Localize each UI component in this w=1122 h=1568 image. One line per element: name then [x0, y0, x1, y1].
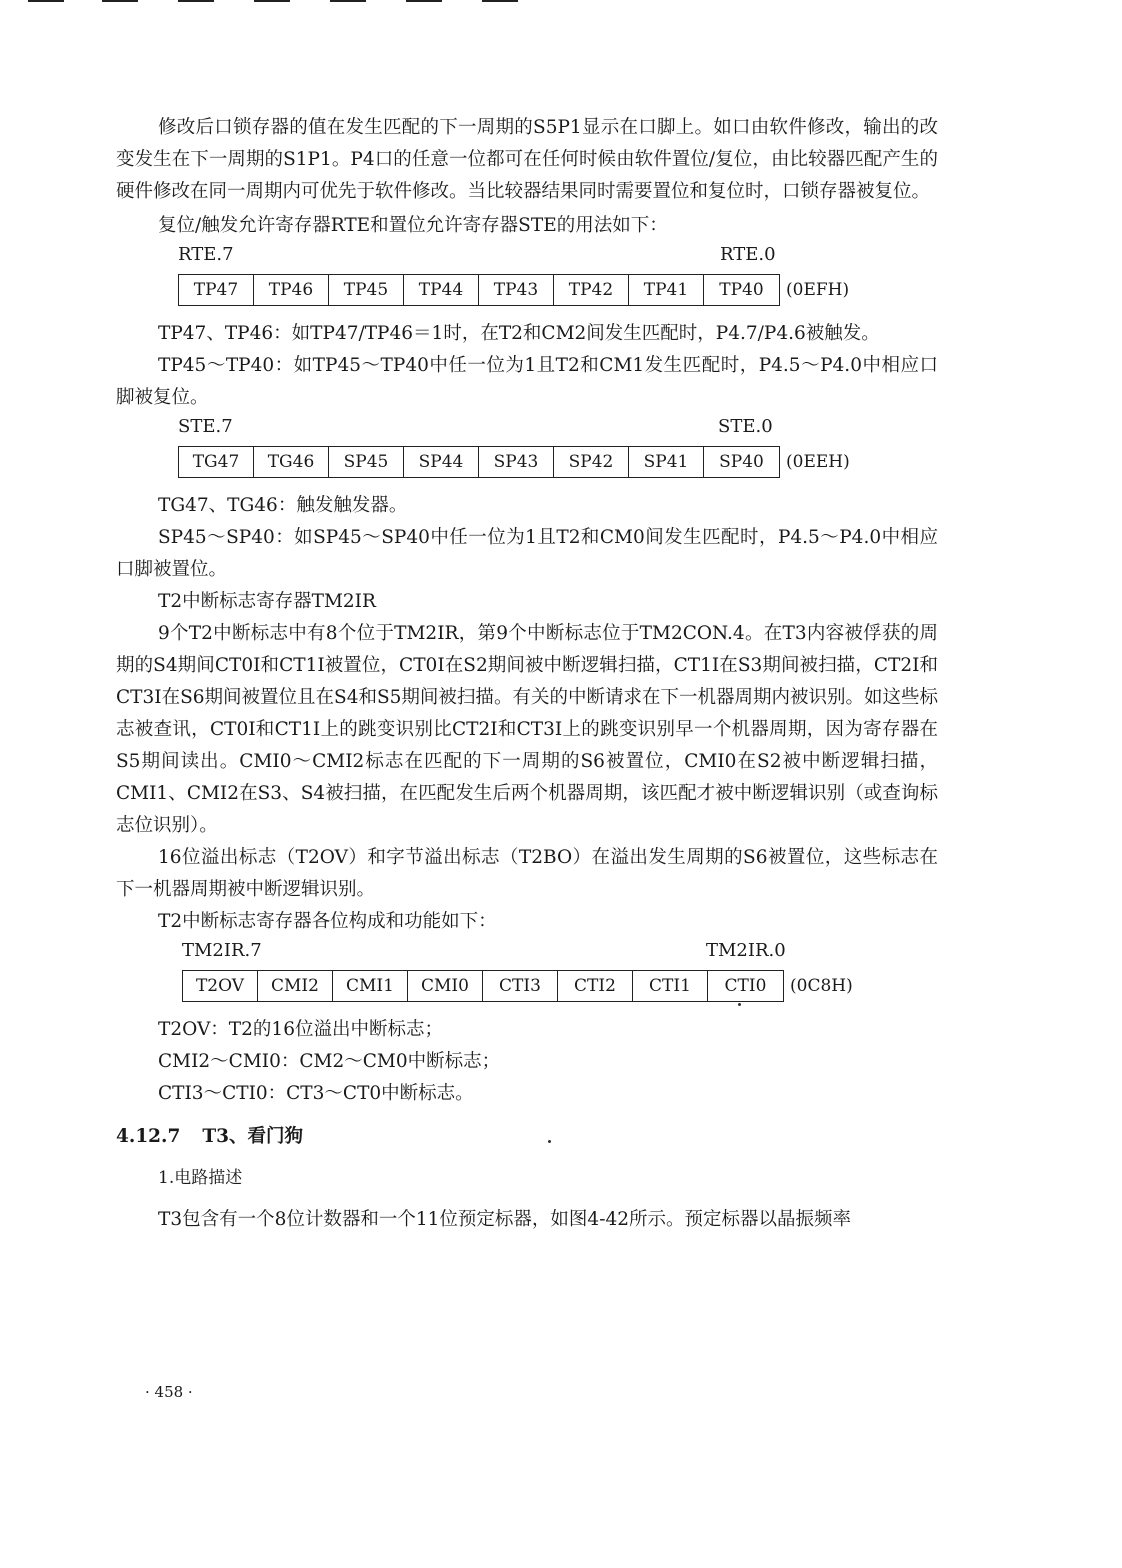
rte-address: (0EFH)	[786, 280, 850, 300]
register-bit: SP44	[404, 447, 479, 477]
paragraph-12: CMI2～CMI0：CM2～CM0中断标志；	[158, 1051, 501, 1072]
register-bit: TP41	[629, 275, 704, 305]
register-bit: CMI0	[408, 971, 483, 1001]
ste-high-bit-label: STE.7	[178, 416, 233, 437]
paragraph-4: TP45～TP40：如TP45～TP40中任一位为1且T2和CM1发生匹配时，P4.5～P4.0中相应口脚被复位。	[116, 355, 938, 408]
register-bit: TP47	[179, 275, 254, 305]
tm2ir-low-bit-label: TM2IR.0	[706, 940, 786, 961]
register-bit: TP46	[254, 275, 329, 305]
register-bit: TP42	[554, 275, 629, 305]
register-bit: SP45	[329, 447, 404, 477]
paragraph-7: T2中断标志寄存器TM2IR	[158, 591, 376, 612]
ste-low-bit-label: STE.0	[718, 416, 773, 437]
register-bit: CMI2	[258, 971, 333, 1001]
register-bit: SP42	[554, 447, 629, 477]
section-heading	[116, 1120, 938, 1154]
register-bit: TP43	[479, 275, 554, 305]
tm2ir-register	[116, 968, 938, 1004]
paragraph-8: 9个T2中断标志中有8个位于TM2IR，第9个中断标志位于TM2CON.4。在T3内容被俘获的周期的S4期间CT0I和CT1I被置位，CT0I在S2期间被中断逻辑扫描，CT1I在S3期间被扫描，CT2I和CT3I在S6期间被置位且在S4和S5期间被扫描。有关的中断请求在下一机器周期内被识别。如这些标志被查讯，CT0I和CT1I上的跳变识别比CT2I和CT3I上的跳变识别早一个机器周期，因为寄存器在S5期间读出。CMI0～CMI2标志在匹配的下一周期的S6被置位，CMI0在S2被中断逻辑扫描，CMI1、CMI2在S3、S4被扫描，在匹配发生后两个机器周期，该匹配才被中断逻辑识别（或查询标志位识别）。	[116, 623, 938, 836]
ste-register	[116, 444, 938, 480]
tm2ir-register-box	[182, 970, 784, 1002]
paragraph-11: T2OV：T2的16位溢出中断标志；	[158, 1019, 443, 1040]
rte-register-box	[178, 274, 780, 306]
paragraph-1: 修改后口锁存器的值在发生匹配的下一周期的S5P1显示在口脚上。如口由软件修改，输出的改变发生在下一周期的S1P1。P4口的任意一位都可在任何时候由软件置位/复位，由比较器匹配产生的硬件修改在同一周期内可优先于软件修改。当比较器结果同时需要置位和复位时，口锁存器被复位。	[116, 117, 938, 202]
register-bit: TP45	[329, 275, 404, 305]
paragraph-6: SP45～SP40：如SP45～SP40中任一位为1且T2和CM0间发生匹配时，P4.5～P4.0中相应口脚被置位。	[116, 527, 938, 580]
paragraph-5: TG47、TG46：触发触发器。	[158, 495, 408, 516]
paragraph-3: TP47、TP46：如TP47/TP46＝1时，在T2和CM2间发生匹配时，P4.7/P4.6被触发。	[158, 323, 880, 344]
paragraph-13: CTI3～CTI0：CT3～CT0中断标志。	[158, 1083, 474, 1104]
top-edge-marks	[28, 0, 548, 4]
subsection-heading: 1.电路描述	[158, 1168, 243, 1188]
register-bit: SP41	[629, 447, 704, 477]
register-bit: CTI0	[724, 976, 767, 996]
tm2ir-address: (0C8H)	[790, 976, 853, 996]
ste-bit-labels	[116, 414, 938, 444]
tm2ir-bit-labels	[116, 938, 938, 968]
paragraph-2: 复位/触发允许寄存器RTE和置位允许寄存器STE的用法如下：	[158, 215, 668, 236]
ste-register-box	[178, 446, 780, 478]
register-bit: TP40	[719, 280, 764, 300]
rte-bit-labels	[116, 242, 938, 272]
paragraph-10: T2中断标志寄存器各位构成和功能如下：	[158, 911, 497, 932]
register-bit: CTI1	[633, 971, 708, 1001]
rte-high-bit-label: RTE.7	[178, 244, 234, 265]
ste-address: (0EEH)	[786, 452, 850, 472]
section-number: 4.12.7	[116, 1126, 181, 1147]
page-number: · 458 ·	[145, 1383, 193, 1401]
register-bit: TG47	[179, 447, 254, 477]
paragraph-14: T3包含有一个8位计数器和一个11位预定标器，如图4-42所示。预定标器以晶振频率	[158, 1209, 851, 1230]
tm2ir-high-bit-label: TM2IR.7	[182, 940, 262, 961]
scan-speck	[738, 1003, 741, 1006]
rte-register	[116, 272, 938, 308]
section-title: T3、看门狗	[202, 1126, 304, 1147]
scan-speck	[548, 1140, 551, 1143]
register-bit: CMI1	[333, 971, 408, 1001]
register-bit: CTI2	[558, 971, 633, 1001]
register-bit: SP43	[479, 447, 554, 477]
rte-low-bit-label: RTE.0	[720, 244, 776, 265]
register-bit: TP44	[404, 275, 479, 305]
register-bit: SP40	[719, 452, 764, 472]
register-bit: CTI3	[483, 971, 558, 1001]
paragraph-9: 16位溢出标志（T2OV）和字节溢出标志（T2BO）在溢出发生周期的S6被置位，这些标志在下一机器周期被中断逻辑识别。	[116, 847, 938, 900]
page-body	[116, 112, 938, 1236]
register-bit: T2OV	[183, 971, 258, 1001]
register-bit: TG46	[254, 447, 329, 477]
